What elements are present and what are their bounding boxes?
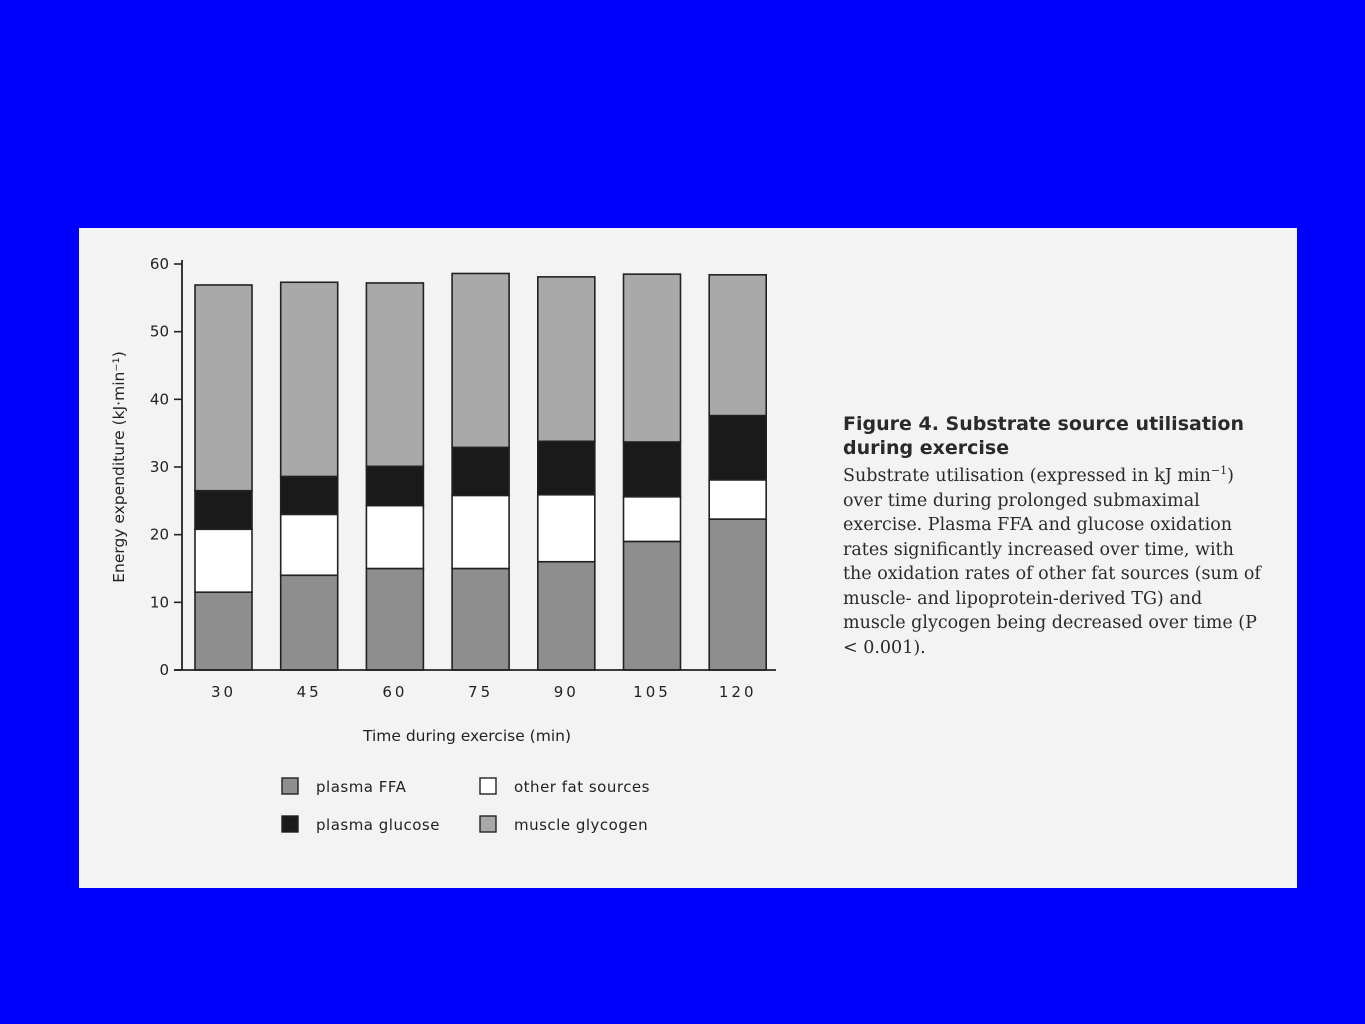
legend-group [282, 778, 650, 834]
bar-other-fat-sources-30 [195, 529, 252, 592]
bar-plasma-glucose-75 [452, 447, 509, 495]
bar-plasma-glucose-120 [709, 416, 766, 480]
x-axis-title: Time during exercise (min) [362, 727, 572, 745]
y-tick-label: 40 [149, 390, 169, 409]
legend-swatch-muscle-glycogen [480, 816, 496, 832]
legend-swatch-other-fat-sources [480, 778, 496, 794]
figure-scan [79, 228, 1297, 888]
bar-plasma-glucose-30 [195, 491, 252, 530]
legend-label-other-fat-sources: other fat sources [514, 778, 650, 796]
bar-muscle-glycogen-105 [624, 274, 681, 442]
bar-muscle-glycogen-30 [195, 285, 252, 491]
x-tick-label: 75 [468, 683, 494, 701]
caption-body [843, 464, 1263, 660]
bar-other-fat-sources-90 [538, 495, 595, 562]
bar-plasma-FFA-90 [538, 562, 595, 670]
bar-muscle-glycogen-45 [281, 282, 338, 476]
bar-other-fat-sources-60 [366, 506, 423, 569]
bar-plasma-FFA-105 [624, 541, 681, 670]
legend-label-plasma-FFA: plasma FFA [316, 778, 407, 796]
y-tick-label: 30 [149, 458, 169, 476]
figure-caption [843, 412, 1263, 660]
caption-text: Substrate utilisation (expressed in kJ min [843, 466, 1211, 486]
bar-plasma-FFA-60 [366, 569, 423, 671]
bar-other-fat-sources-120 [709, 480, 766, 519]
bar-plasma-FFA-120 [709, 519, 766, 670]
x-tick-label: 90 [553, 683, 579, 701]
legend-label-muscle-glycogen: muscle glycogen [514, 816, 649, 834]
legend-label-plasma-glucose: plasma glucose [316, 816, 440, 834]
x-tick-label: 105 [633, 683, 671, 701]
bar-plasma-FFA-30 [195, 592, 252, 670]
bar-muscle-glycogen-60 [366, 283, 423, 466]
y-axis-title: Energy expenditure (kJ·min⁻¹) [110, 351, 128, 583]
x-tick-label: 30 [210, 683, 237, 701]
caption-text-rest: ) over time during prolonged submaximal exercise. Plasma FFA and glucose oxidation rates significantly increased over time, with the oxidation rates of other fat sources (sum of muscle- and lipoprotein-derived TG) and muscle glycogen being decreased over time (P < 0.001). [843, 466, 1261, 658]
bar-plasma-FFA-75 [452, 569, 509, 671]
caption-title: Figure 4. Substrate source utilisation during exercise [843, 413, 1244, 459]
bar-plasma-FFA-45 [281, 575, 338, 670]
bar-other-fat-sources-45 [281, 514, 338, 575]
y-tick-label: 50 [149, 322, 169, 341]
bar-muscle-glycogen-90 [538, 277, 595, 441]
x-tick-label: 60 [382, 683, 408, 701]
bar-plasma-glucose-45 [281, 476, 338, 514]
bar-plasma-glucose-60 [366, 466, 423, 505]
legend-swatch-plasma-glucose [282, 816, 298, 832]
x-tick-label: 120 [718, 683, 757, 701]
caption-superscript: −1 [1210, 464, 1228, 478]
bar-other-fat-sources-105 [624, 497, 681, 542]
bar-muscle-glycogen-75 [452, 273, 509, 447]
y-tick-label: 0 [159, 661, 169, 679]
y-tick-label: 60 [149, 255, 169, 273]
bar-other-fat-sources-75 [452, 495, 509, 568]
y-tick-label: 10 [149, 593, 169, 612]
bar-muscle-glycogen-120 [709, 275, 766, 416]
bar-plasma-glucose-90 [538, 441, 595, 494]
legend-swatch-plasma-FFA [282, 778, 298, 794]
x-tick-label: 45 [296, 683, 322, 701]
bars-group [195, 273, 766, 670]
bar-plasma-glucose-105 [624, 442, 681, 497]
y-tick-label: 20 [149, 525, 169, 544]
